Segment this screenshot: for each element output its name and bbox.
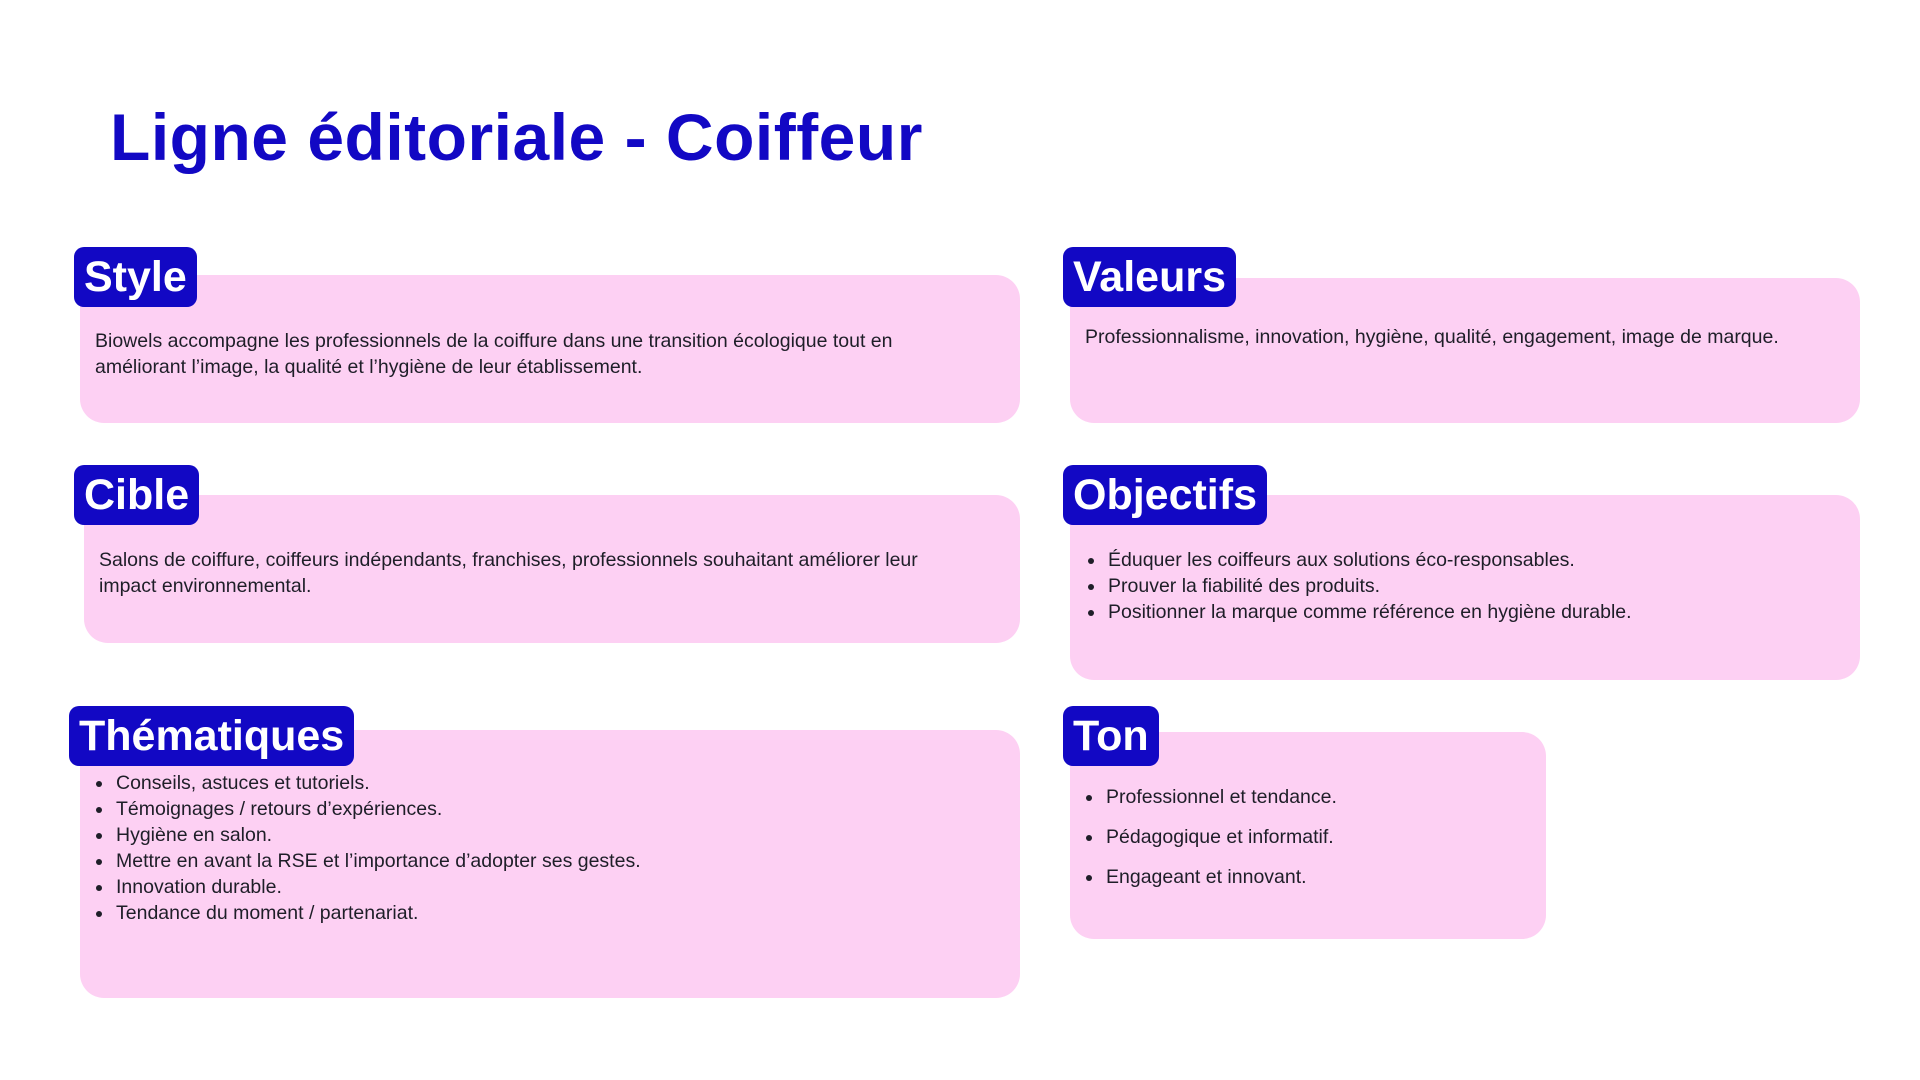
list-item: • Éduquer les coiffeurs aux solutions éco-responsables. (1106, 547, 1830, 573)
list-item: • Positionner la marque comme référence en hygiène durable. (1106, 599, 1830, 625)
thematiques-label: Thématiques (69, 706, 354, 766)
list-item: • Professionnel et tendance. (1104, 784, 1526, 810)
ton-list (1070, 784, 1526, 890)
ton-label: Ton (1063, 706, 1159, 766)
list-item: • Prouver la fiabilité des produits. (1106, 573, 1830, 599)
list-item: • Mettre en avant la RSE et l’importance d’adopter ses gestes. (114, 848, 990, 874)
cible-card (84, 495, 1020, 643)
list-item: • Innovation durable. (114, 874, 990, 900)
cible-text: Salons de coiffure, coiffeurs indépendants, franchises, professionnels souhaitant améliorer leur impact environnemental. (99, 549, 918, 597)
style-text: Biowels accompagne les professionnels de la coiffure dans une transition écologique tout en améliorant l’image, la qualité et l’hygiène de leur établissement. (95, 330, 893, 378)
list-item: • Engageant et innovant. (1104, 864, 1526, 890)
list-item: • Pédagogique et informatif. (1104, 824, 1526, 850)
objectifs-label: Objectifs (1063, 465, 1267, 525)
objectifs-list (1072, 547, 1830, 625)
list-item: • Hygiène en salon. (114, 822, 990, 848)
valeurs-label: Valeurs (1063, 247, 1236, 307)
list-item: • Témoignages / retours d’expériences. (114, 796, 990, 822)
thematiques-card (80, 730, 1020, 998)
list-item: • Tendance du moment / partenariat. (114, 900, 990, 926)
thematiques-list (80, 770, 990, 926)
valeurs-text: Professionnalisme, innovation, hygiène, qualité, engagement, image de marque. (1085, 326, 1779, 348)
style-card (80, 275, 1020, 423)
cible-label: Cible (74, 465, 199, 525)
style-label: Style (74, 247, 197, 307)
page-title: Ligne éditoriale - Coiffeur (110, 100, 923, 174)
list-item: • Conseils, astuces et tutoriels. (114, 770, 990, 796)
